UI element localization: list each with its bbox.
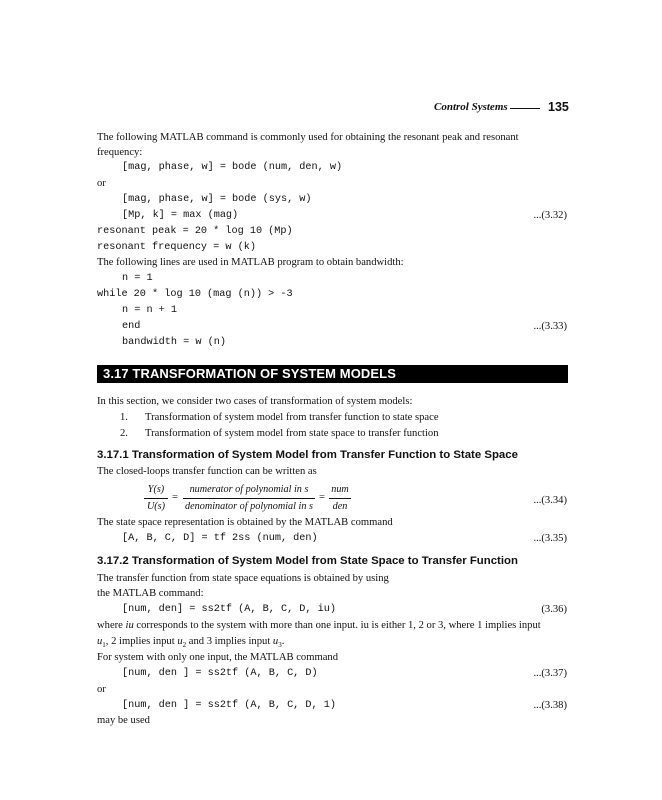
equals-sign: = xyxy=(172,492,178,503)
code-line: bandwidth = w (n) xyxy=(122,337,226,348)
text-run: and 3 implies input xyxy=(186,636,273,647)
running-header-title: Control Systems xyxy=(434,101,508,113)
fraction-bar xyxy=(329,498,351,499)
code-line: [num, den ] = ss2tf (A, B, C, D, 1) xyxy=(122,700,336,711)
subscript: 2 xyxy=(182,641,187,650)
text-run: u xyxy=(177,636,183,647)
paragraph-line: or xyxy=(97,684,106,695)
code-line: n = 1 xyxy=(122,273,153,284)
code-line: [mag, phase, w] = bode (sys, w) xyxy=(122,194,312,205)
code-line: [num, den ] = ss2tf (A, B, C, D) xyxy=(122,668,318,679)
equation-number: ...(3.37) xyxy=(533,668,567,679)
list-item: Transformation of system model from state space to transfer function xyxy=(145,428,439,439)
fraction-numerator: Y(s) xyxy=(147,484,165,495)
fraction-denominator: denominator of polynomial in s xyxy=(185,501,313,512)
code-line: resonant peak = 20 * log 10 (Mp) xyxy=(97,226,293,237)
code-line: n = n + 1 xyxy=(122,305,178,316)
list-item-number: 2. xyxy=(120,428,128,439)
code-line: [mag, phase, w] = bode (num, den, w) xyxy=(122,162,343,173)
paragraph-line: The closed-loops transfer function can be written as xyxy=(97,466,317,477)
subsection-heading: 3.17.1 Transformation of System Model from Transfer Function to State Space xyxy=(97,449,518,461)
equation-number: ...(3.34) xyxy=(533,495,567,506)
list-item-number: 1. xyxy=(120,412,128,423)
equals-sign: = xyxy=(319,492,325,503)
fraction-numerator: num xyxy=(331,484,349,495)
text-run: u xyxy=(97,636,103,647)
header-rule xyxy=(510,108,540,109)
paragraph-line: For system with only one input, the MATLAB command xyxy=(97,652,338,663)
paragraph-line: or xyxy=(97,178,106,189)
subscript: 1 xyxy=(102,641,106,650)
paragraph-line: The state space representation is obtained by the MATLAB command xyxy=(97,517,393,528)
code-line: resonant frequency = w (k) xyxy=(97,242,256,253)
section-heading: 3.17 TRANSFORMATION OF SYSTEM MODELS xyxy=(103,366,396,381)
text-run: iu xyxy=(125,620,134,631)
subsection-heading: 3.17.2 Transformation of System Model from State Space to Transfer Function xyxy=(97,555,518,567)
paragraph-line: The following lines are used in MATLAB program to obtain bandwidth: xyxy=(97,257,404,268)
equation-number: ...(3.35) xyxy=(533,533,567,544)
section-heading-bar xyxy=(97,365,568,383)
list-item: Transformation of system model from transfer function to state space xyxy=(145,412,439,423)
fraction-numerator: numerator of polynomial in s xyxy=(189,484,309,495)
fraction-bar xyxy=(183,498,315,499)
code-line: [num, den] = ss2tf (A, B, C, D, iu) xyxy=(122,604,336,615)
paragraph-line: The transfer function from state space equations is obtained by using xyxy=(97,573,389,584)
paragraph-line: In this section, we consider two cases of transformation of system models: xyxy=(97,396,413,407)
paragraph-line: frequency: xyxy=(97,147,143,158)
paragraph-line xyxy=(97,636,284,649)
code-line: [A, B, C, D] = tf 2ss (num, den) xyxy=(122,533,318,544)
equation-number: ...(3.32) xyxy=(533,210,567,221)
subscript: 3 xyxy=(278,641,282,650)
text-run: where xyxy=(97,620,126,631)
code-line: [Mp, k] = max (mag) xyxy=(122,210,239,221)
fraction-denominator: U(s) xyxy=(146,501,166,512)
equation-number: ...(3.38) xyxy=(533,700,567,711)
text-run: u xyxy=(272,636,279,647)
equation-number: ...(3.33) xyxy=(533,321,567,332)
fraction-bar xyxy=(144,498,168,499)
text-run: corresponds to the system with more than one input. iu is either 1, 2 or 3, where 1 implies input xyxy=(133,620,541,631)
paragraph-line: may be used xyxy=(97,715,150,726)
paragraph-line: The following MATLAB command is commonly used for obtaining the resonant peak and resonant xyxy=(97,132,519,143)
paragraph-line: the MATLAB command: xyxy=(97,588,204,599)
page-number: 135 xyxy=(548,100,569,114)
text-run: . xyxy=(281,636,285,647)
code-line: while 20 * log 10 (mag (n)) > -3 xyxy=(97,289,293,300)
text-run: , 2 implies input xyxy=(105,636,178,647)
fraction-denominator: den xyxy=(332,501,348,512)
code-line: end xyxy=(122,321,141,332)
paragraph-line xyxy=(97,620,541,631)
equation-number: (3.36) xyxy=(541,604,567,615)
